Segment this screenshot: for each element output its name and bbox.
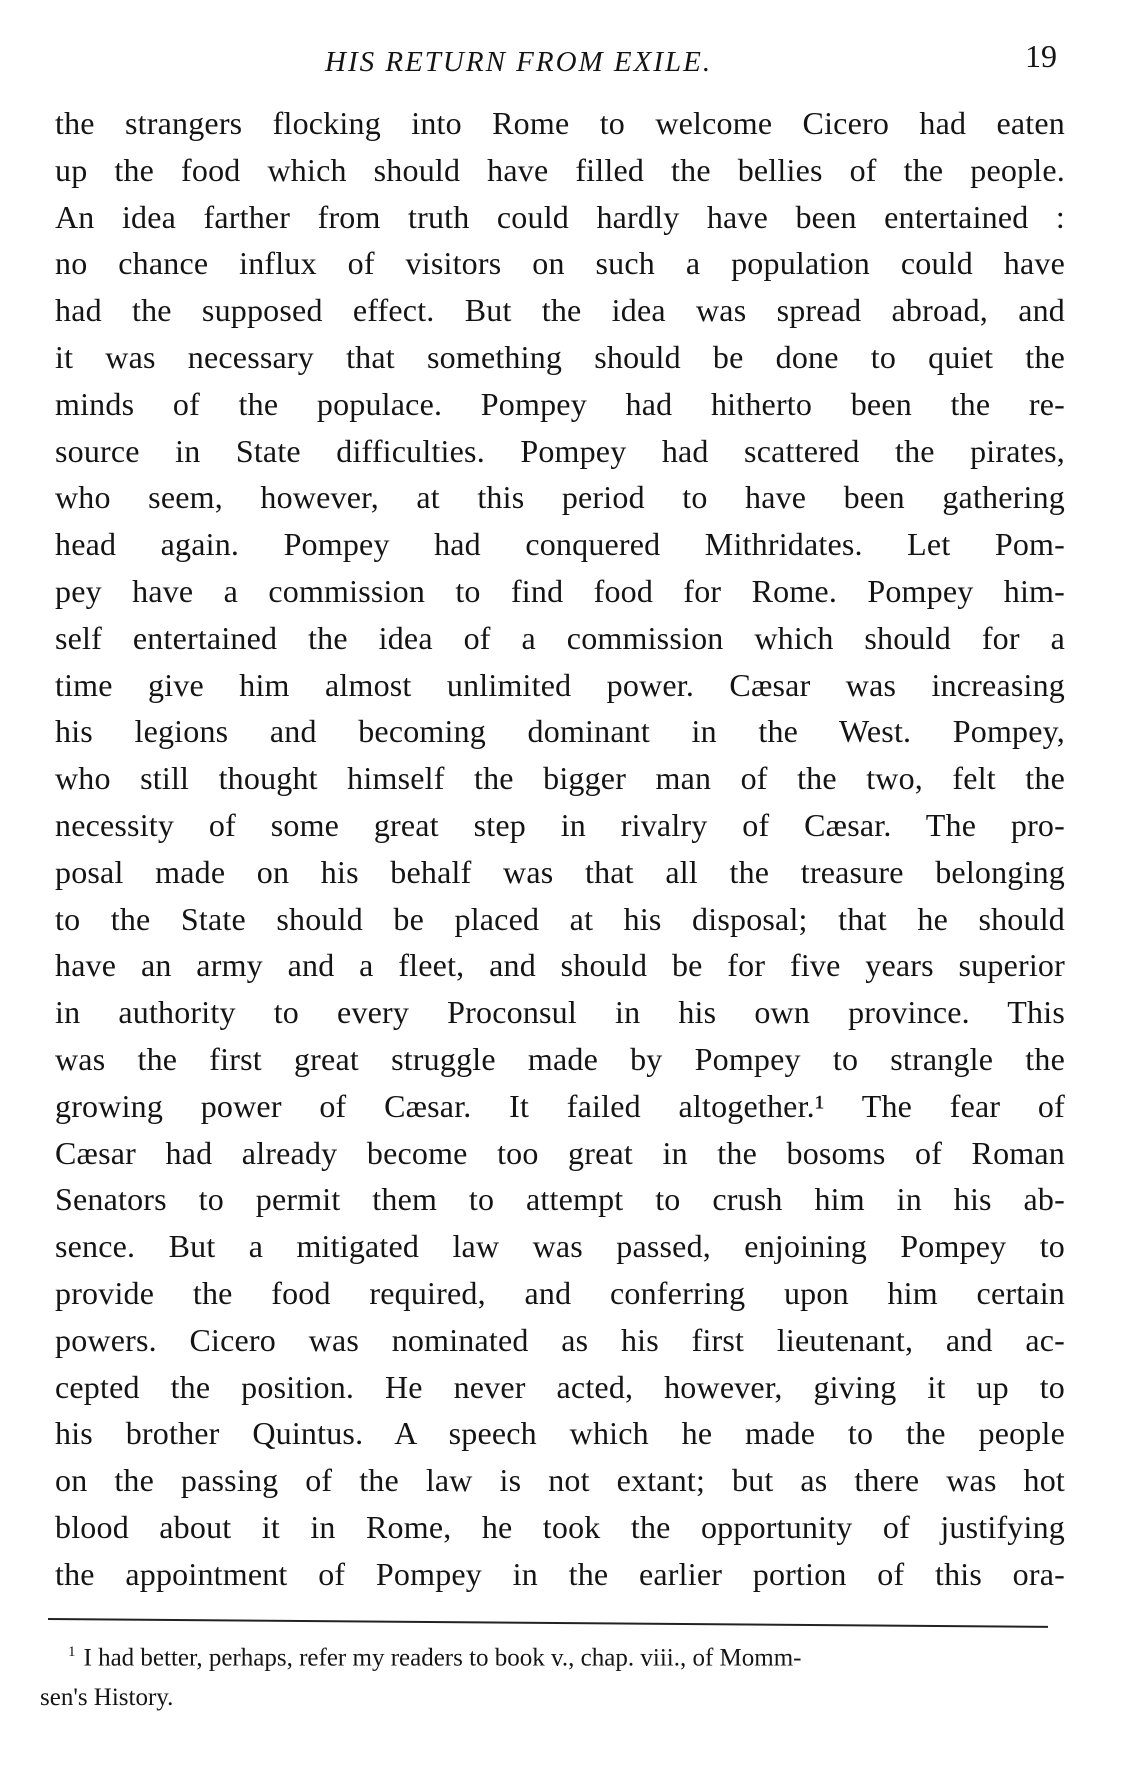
text-line: head again. Pompey had conquered Mithridates. Let Pom- [55, 526, 1065, 563]
text-line: to the State should be placed at his disposal; that he should [55, 900, 1065, 937]
text-line: had the supposed effect. But the idea was spread abroad, and [55, 292, 1065, 329]
text-line: pey have a commission to find food for Rome. Pompey him- [55, 572, 1065, 609]
text-line: his legions and becoming dominant in the West. Pompey, [55, 713, 1065, 750]
text-line: time give him almost unlimited power. Cæsar was increasing [55, 666, 1065, 703]
text-line: the strangers flocking into Rome to welcome Cicero had eaten [55, 105, 1065, 141]
text-line: up the food which should have filled the bellies of the people. [55, 151, 1065, 188]
text-line: An idea farther from truth could hardly have been entertained : [55, 198, 1065, 235]
text-line: sence. But a mitigated law was passed, enjoining Pompey to [55, 1228, 1065, 1265]
text-line: minds of the populace. Pompey had hitherto been the re- [55, 385, 1065, 422]
text-line: Senators to permit them to attempt to crush him in his ab- [55, 1181, 1065, 1218]
running-title: HIS RETURN FROM EXILE. [325, 46, 713, 78]
text-line: Cæsar had already become too great in the bosoms of Roman [55, 1134, 1065, 1171]
footnote-text: I had better, perhaps, refer my readers to book v., chap. viii., of Momm- [83, 1644, 802, 1672]
footnote-marker: 1 [68, 1644, 76, 1660]
text-line: necessity of some great step in rivalry of Cæsar. The pro- [55, 806, 1065, 843]
footnote [40, 1632, 1050, 1718]
footnote-line: sen's History. [40, 1684, 174, 1712]
text-line: provide the food required, and conferring upon him certain [55, 1274, 1065, 1311]
text-line: was the first great struggle made by Pompey to strangle the [55, 1040, 1065, 1077]
text-line: no chance influx of visitors on such a population could have [55, 245, 1065, 282]
text-line: who seem, however, at this period to have been gathering [55, 479, 1065, 516]
text-line: who still thought himself the bigger man of the two, felt the [55, 760, 1065, 797]
text-line: self entertained the idea of a commission which should for a [55, 619, 1065, 656]
text-line: in authority to every Proconsul in his own province. This [55, 994, 1065, 1031]
text-line: posal made on his behalf was that all the treasure belonging [55, 853, 1065, 890]
text-line: cepted the position. He never acted, however, giving it up to [55, 1368, 1065, 1405]
text-line: growing power of Cæsar. It failed altogether.¹ The fear of [55, 1087, 1065, 1124]
text-line: source in State difficulties. Pompey had scattered the pirates, [55, 432, 1065, 469]
page-number: 19 [1025, 38, 1057, 74]
text-line: the appointment of Pompey in the earlier portion of this ora- [55, 1555, 1065, 1592]
footnote-rule [48, 1618, 1048, 1628]
text-line: his brother Quintus. A speech which he made to the people [55, 1415, 1065, 1452]
text-line: it was necessary that something should be done to quiet the [55, 338, 1065, 375]
running-head [55, 38, 1065, 88]
text-line: blood about it in Rome, he took the opportunity of justifying [55, 1508, 1065, 1545]
text-line: powers. Cicero was nominated as his first lieutenant, and ac- [55, 1321, 1065, 1358]
body-text [55, 100, 1065, 1598]
footnote-line [40, 1632, 1050, 1678]
text-line: have an army and a fleet, and should be for five years superior [55, 947, 1065, 984]
text-line: on the passing of the law is not extant; but as there was hot [55, 1462, 1065, 1499]
